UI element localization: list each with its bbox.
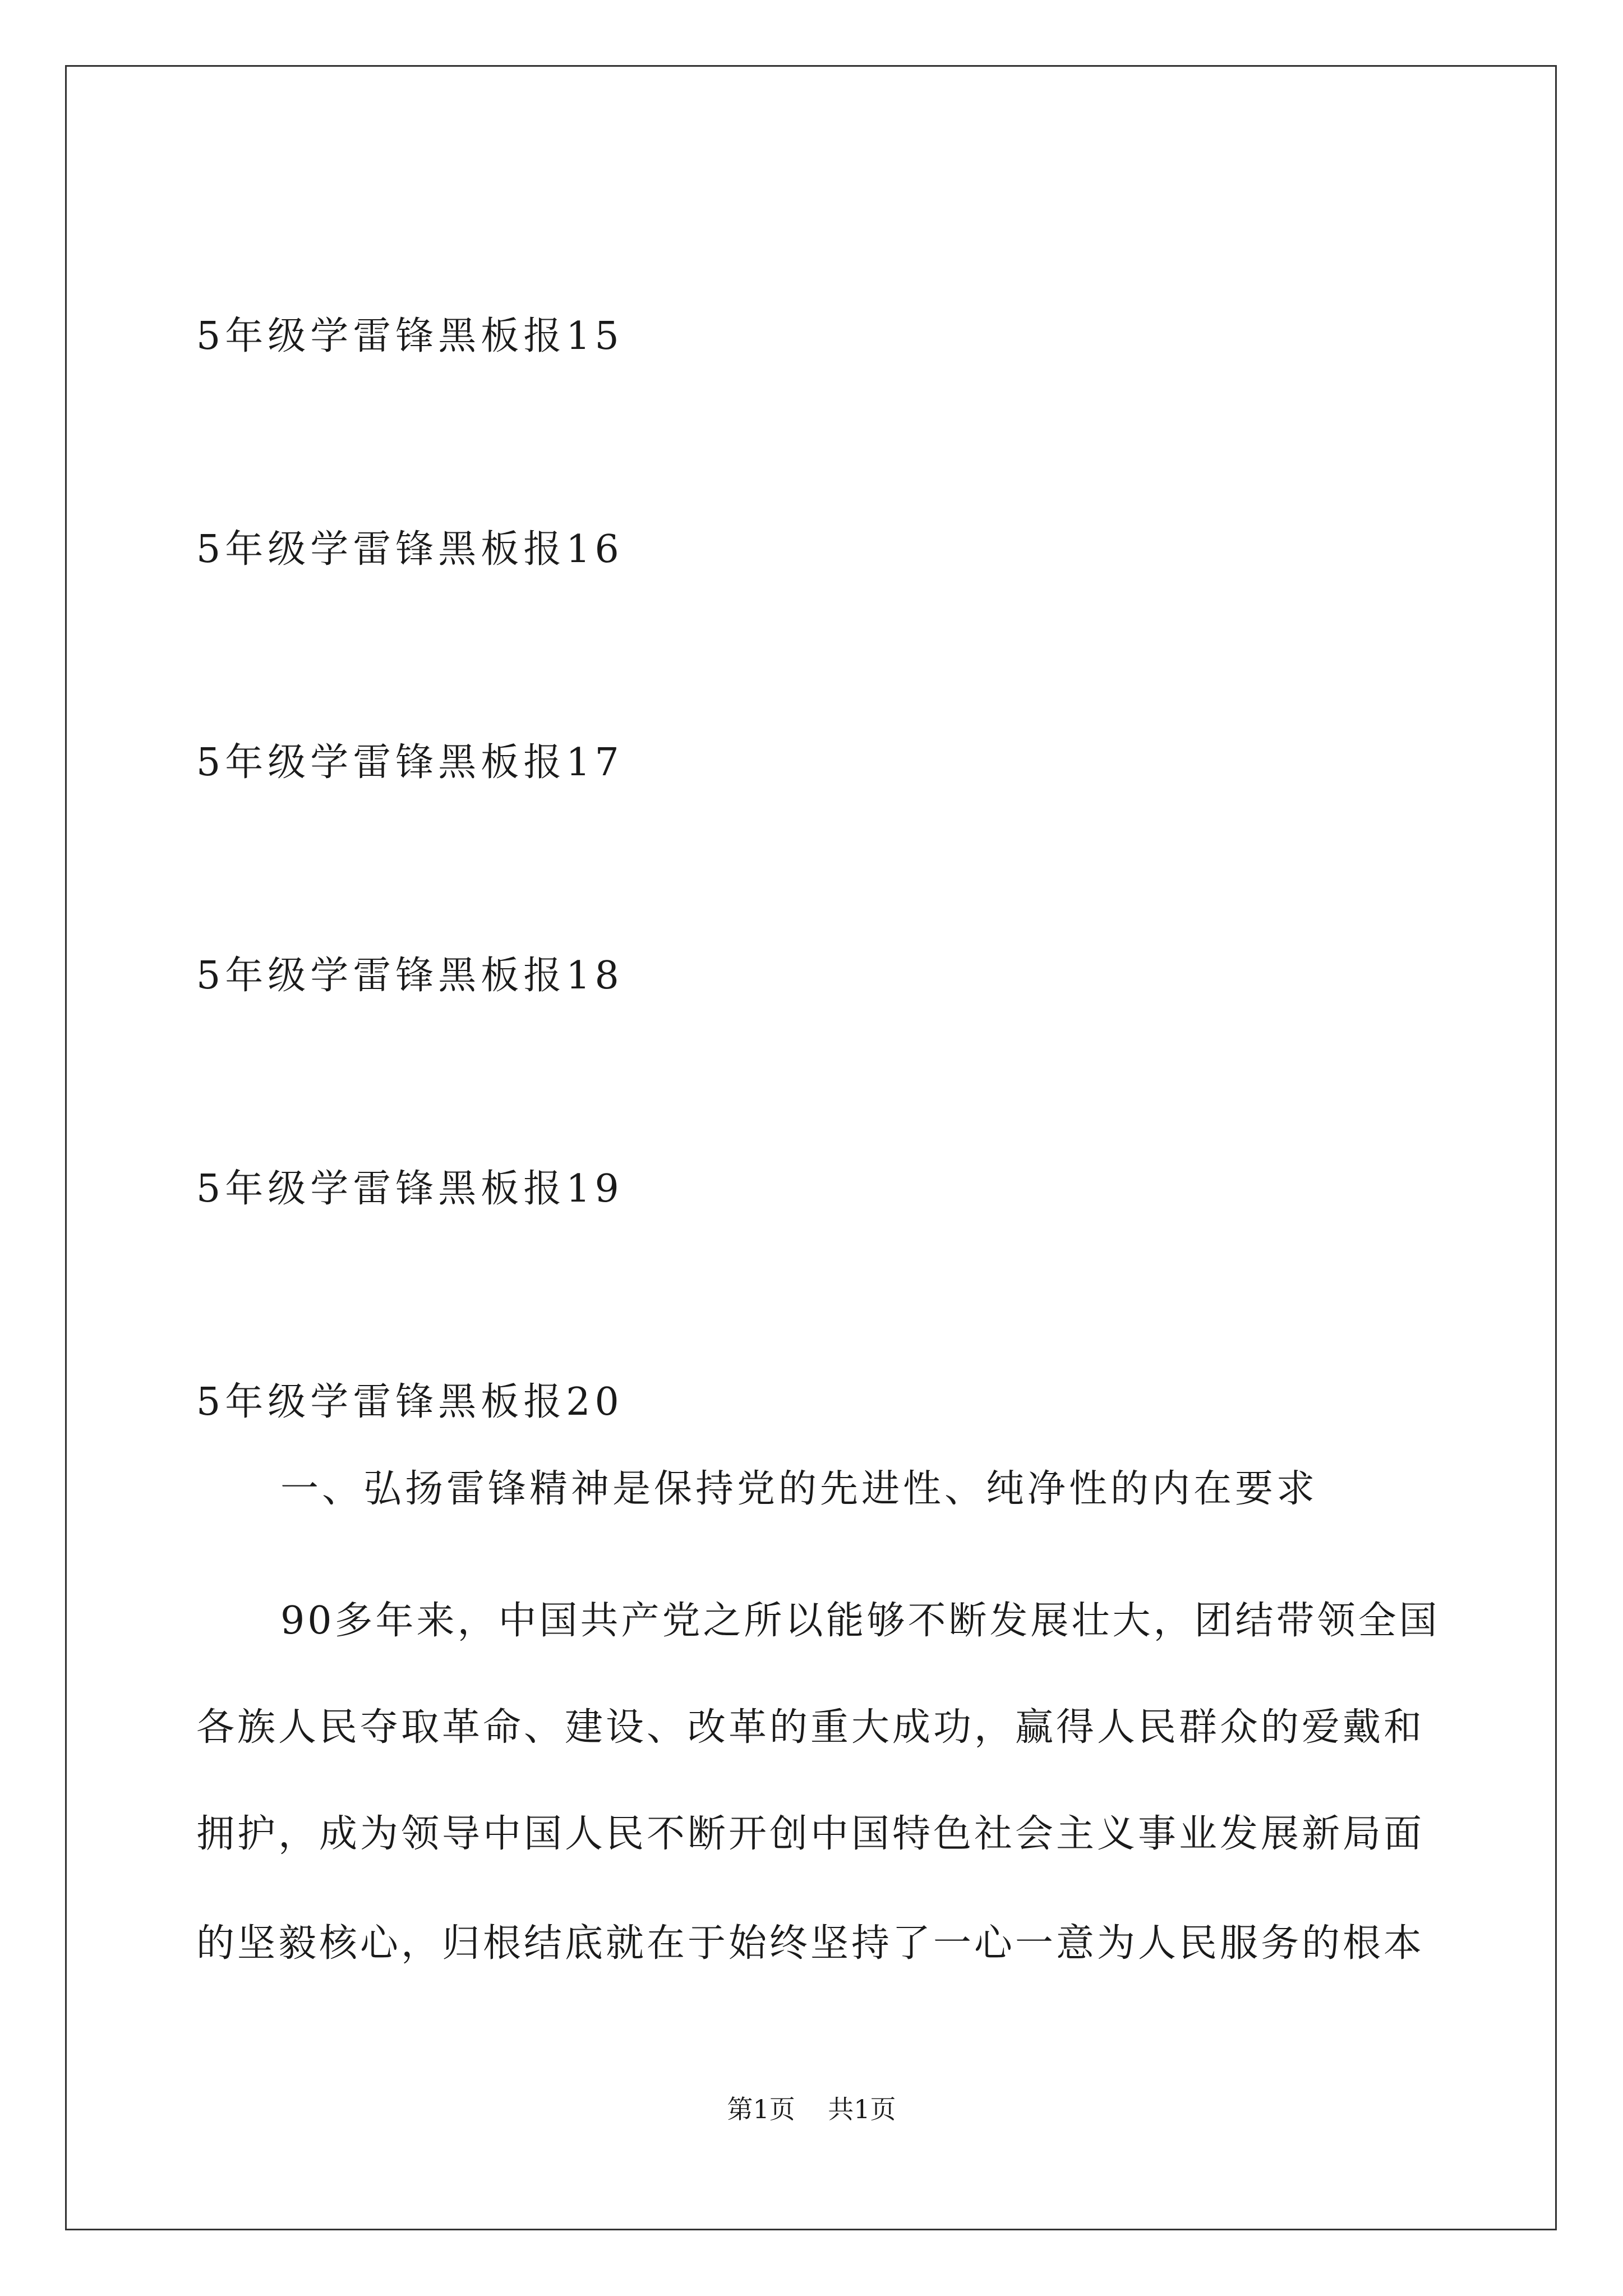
- heading-18: 5年级学雷锋黑板报18: [196, 954, 624, 998]
- paragraph-line: 拥护，成为领导中国人民不断开创中国特色社会主义事业发展新局面: [196, 1812, 1425, 1856]
- heading-20: 5年级学雷锋黑板报20: [196, 1380, 624, 1424]
- paragraph-line: 的坚毅核心，归根结底就在于始终坚持了一心一意为人民服务的根本: [196, 1921, 1425, 1966]
- heading-17: 5年级学雷锋黑板报17: [196, 740, 624, 785]
- page-footer: [0, 2092, 1623, 2126]
- heading-15: 5年级学雷锋黑板报15: [196, 314, 624, 358]
- page-number: 第1页: [727, 2094, 795, 2124]
- paragraph-line: 90多年来，中国共产党之所以能够不断发展壮大，团结带领全国: [280, 1599, 1440, 1643]
- heading-19: 5年级学雷锋黑板报19: [196, 1167, 624, 1211]
- paragraph-line: 各族人民夺取革命、建设、改革的重大成功，赢得人民群众的爱戴和: [196, 1705, 1425, 1750]
- section-title: 一、弘扬雷锋精神是保持党的先进性、纯净性的内在要求: [280, 1467, 1318, 1511]
- page-total: 共1页: [828, 2094, 896, 2124]
- heading-16: 5年级学雷锋黑板报16: [196, 527, 624, 572]
- page-border: [65, 65, 1557, 2230]
